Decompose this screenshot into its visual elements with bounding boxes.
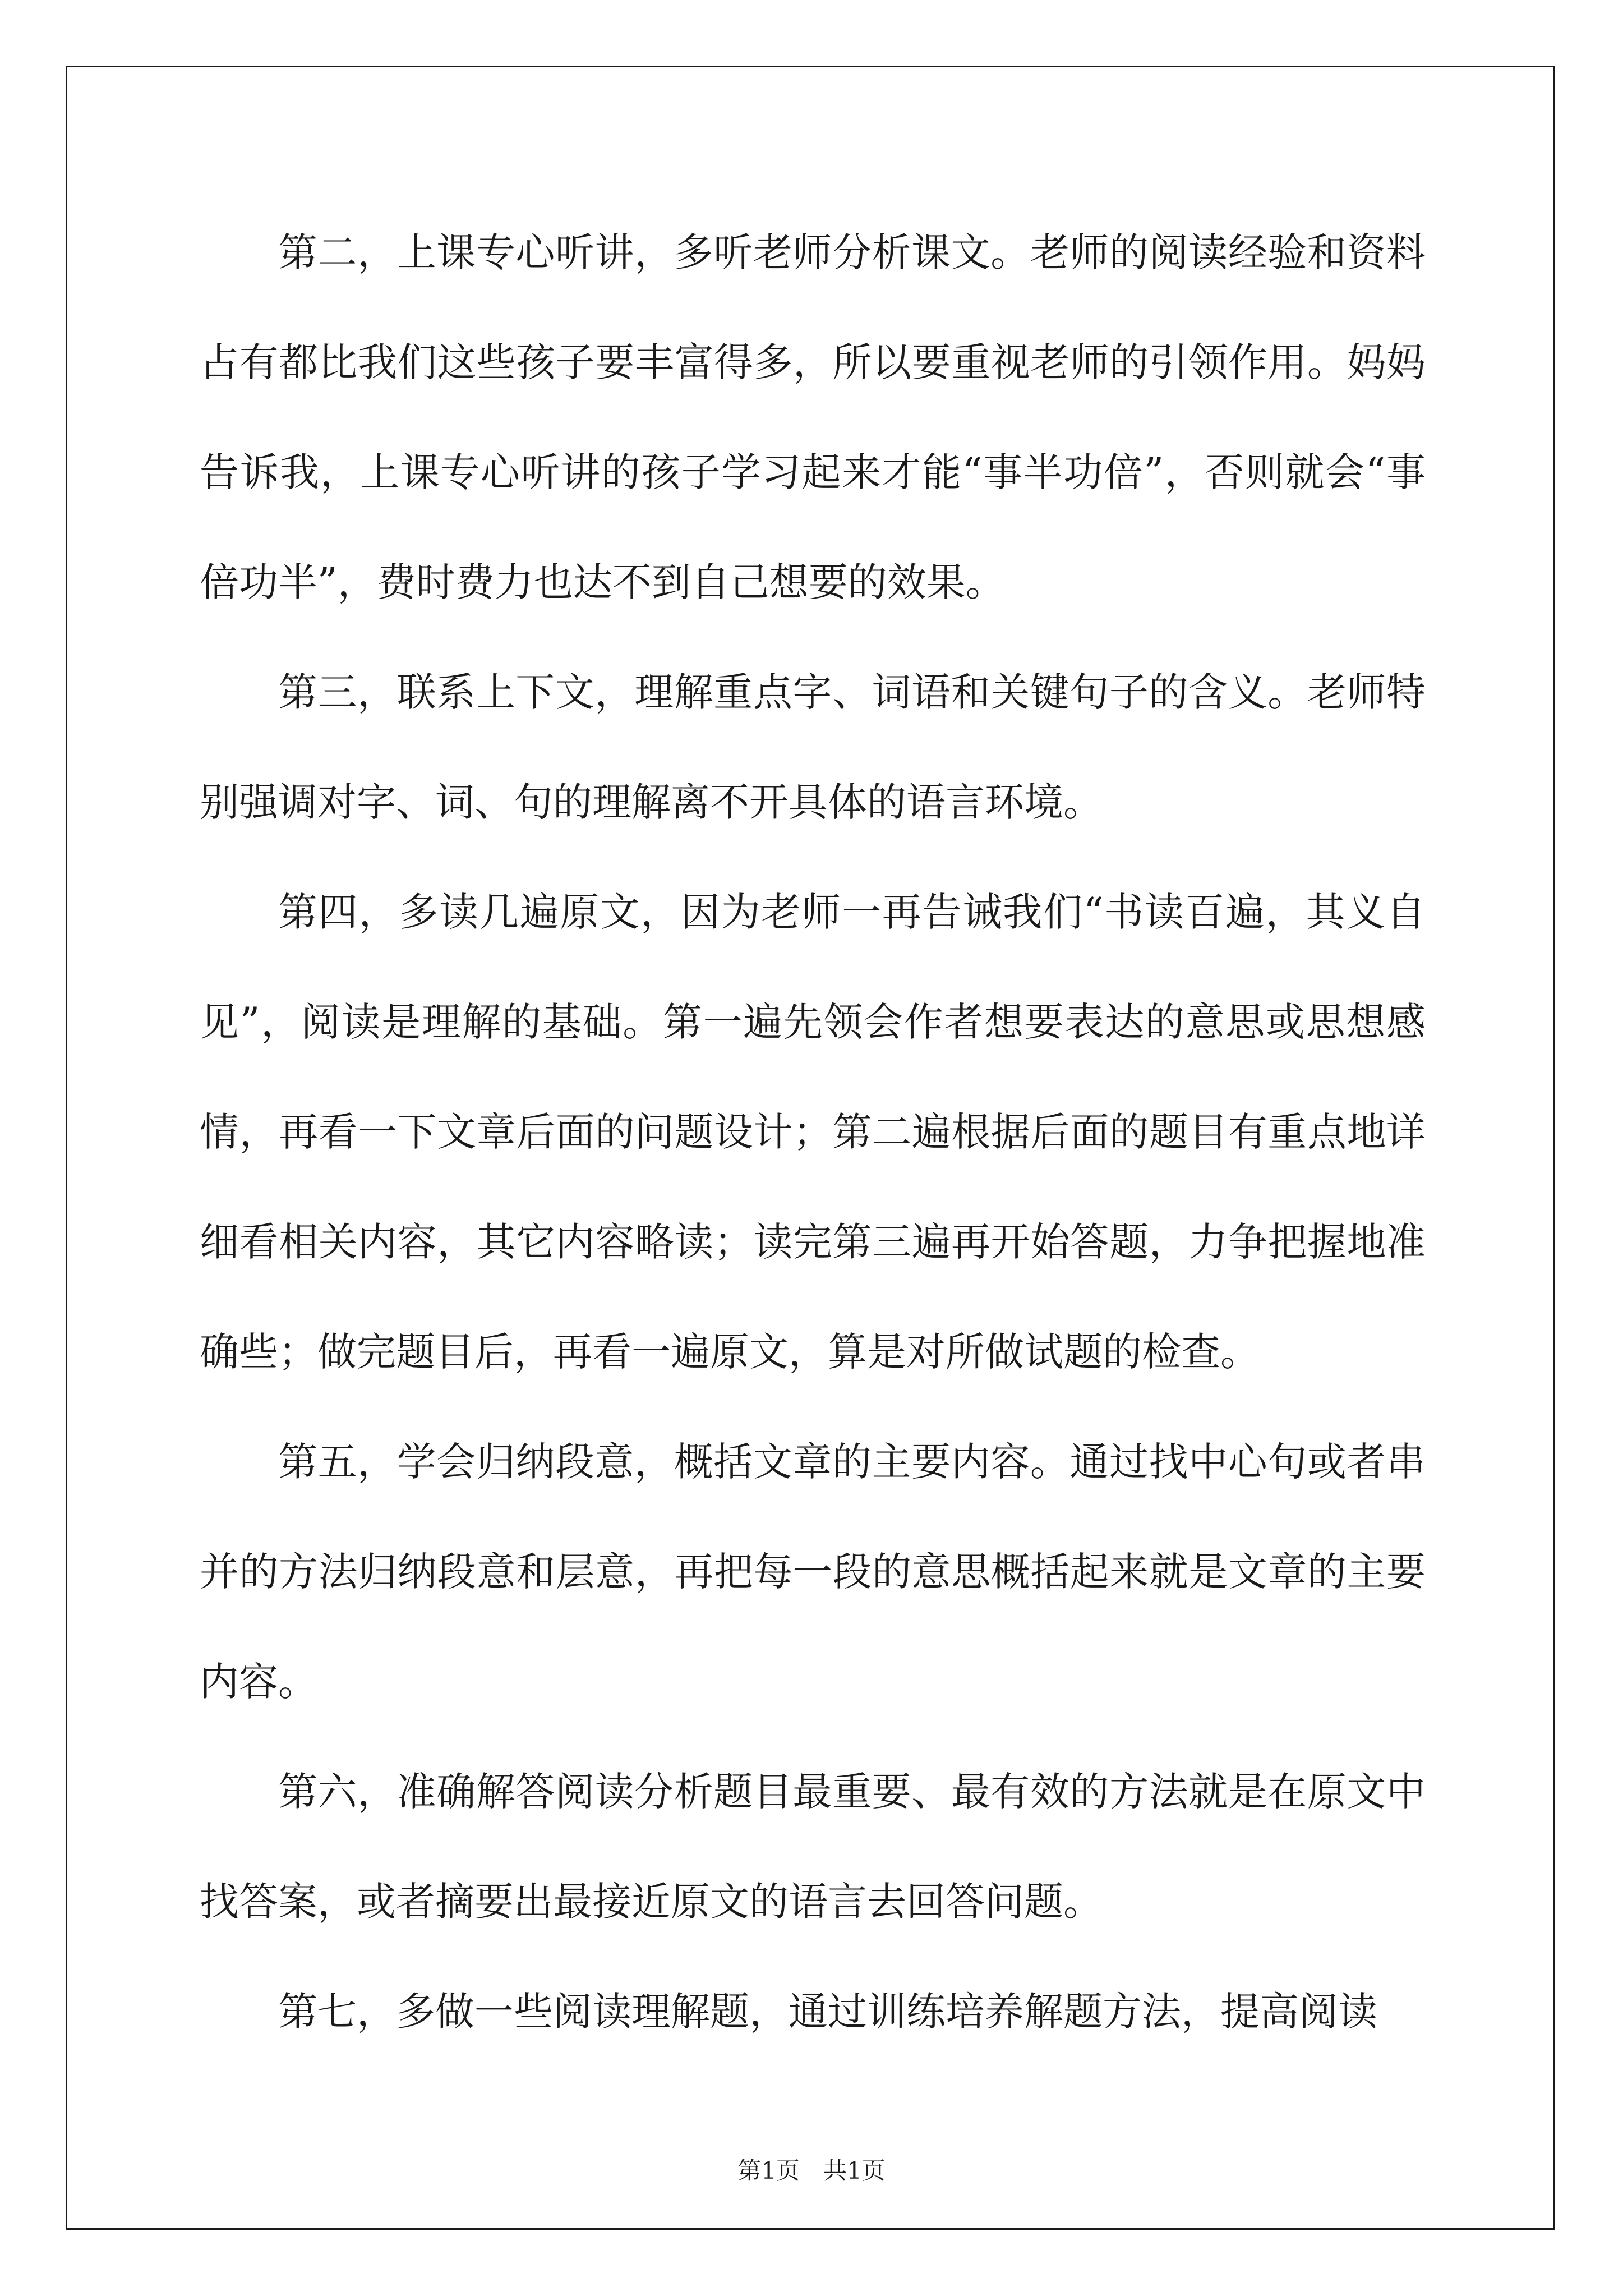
document-body bbox=[200, 197, 1426, 2067]
paragraph-5: 第五，学会归纳段意，概括文章的主要内容。通过找中心句或者串并的方法归纳段意和层意，再把每一段的意思概括起来就是文章的主要内容。 bbox=[200, 1439, 1426, 1705]
paragraph-3: 第三，联系上下文，理解重点字、词语和关键句子的含义。老师特别强调对字、词、句的理解离不开具体的语言环境。 bbox=[200, 669, 1426, 825]
paragraph-7: 第七，多做一些阅读理解题，通过训练培养解题方法，提高阅读 bbox=[278, 1989, 1377, 2035]
paragraph-6: 第六，准确解答阅读分析题目最重要、最有效的方法就是在原文中找答案，或者摘要出最接近原文的语言去回答问题。 bbox=[200, 1769, 1426, 1925]
paragraph-4: 第四，多读几遍原文，因为老师一再告诫我们“书读百遍，其义自见”，阅读是理解的基础。第一遍先领会作者想要表达的意思或思想感情，再看一下文章后面的问题设计；第二遍根据后面的题目有重点地详细看相关内容，其它内容略读；读完第三遍再开始答题，力争把握地准确些；做完题目后，再看一遍原文，算是对所做试题的检查。 bbox=[200, 889, 1426, 1375]
paragraph-2: 第二，上课专心听讲，多听老师分析课文。老师的阅读经验和资料占有都比我们这些孩子要丰富得多，所以要重视老师的引领作用。妈妈告诉我，上课专心听讲的孩子学习起来才能“事半功倍”，否则就会“事倍功半”，费时费力也达不到自己想要的效果。 bbox=[200, 229, 1426, 605]
page-number-footer: 第1页 共1页 bbox=[737, 2157, 886, 2184]
